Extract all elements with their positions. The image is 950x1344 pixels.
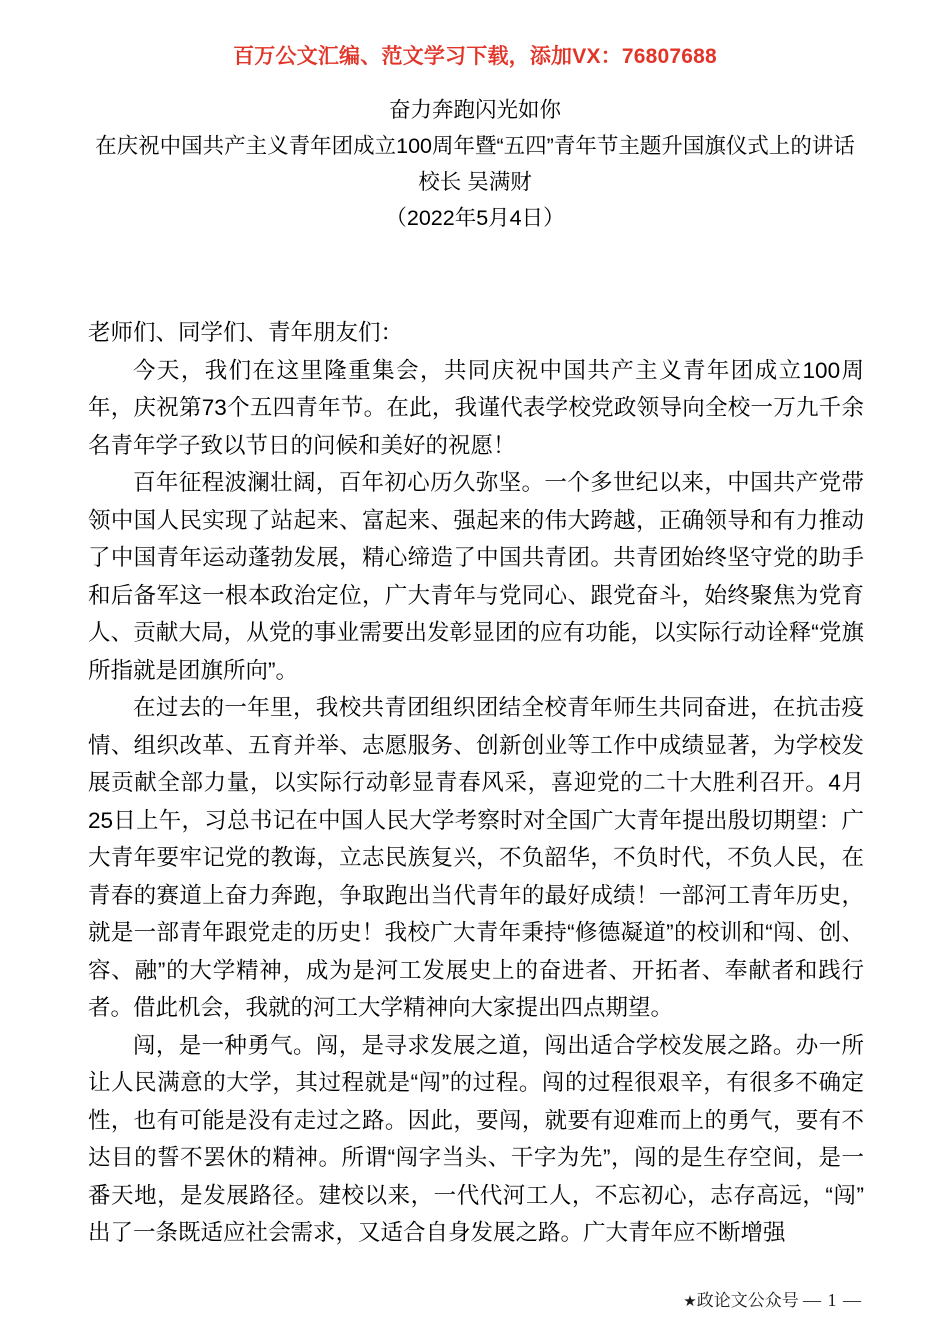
star-icon: ★ [683,1292,697,1310]
document-date: （2022年5月4日） [385,206,565,230]
document-title-subtitle: 在庆祝中国共产主义青年团成立100周年暨“五四”青年节主题升国旗仪式上的讲话 [95,134,855,158]
salutation: 老师们、同学们、青年朋友们： [88,320,404,345]
header-watermark: 百万公文汇编、范文学习下载，添加VX：76807688 [233,45,717,68]
document-author: 校长 吴满财 [418,170,532,194]
footer-content [683,1288,862,1313]
page-number: — 1 — [803,1290,862,1310]
title-block [88,92,862,236]
document-title-main: 奋力奔跑闪光如你 [388,98,561,122]
body-paragraph: 今天，我们在这里隆重集会，共同庆祝中国共产主义青年团成立100周年，庆祝第73个五四青年节。在此，我谨代表学校党政领导向全校一万九千余名青年学子致以节日的问候和美好的祝愿！ [88,357,864,458]
document-body [88,314,864,1252]
body-paragraph: 在过去的一年里，我校共青团组织团结全校青年师生共同奋进，在抗击疫情、组织改革、五育并举、志愿服务、创新创业等工作中成绩显著，为学校发展贡献全部力量，以实际行动彰显青春风采，喜迎党的二十大胜利召开。4月25日上午，习总书记在中国人民大学考察时对全国广大青年提出殷切期望：广大青年要牢记党的教诲，立志民族复兴，不负韶华，不负时代，不负人民，在青春的赛道上奋力奔跑，争取跑出当代青年的最好成绩！一部河工青年历史，就是一部青年跟党走的历史！我校广大青年秉持“修德凝道”的校训和“闯、创、容、融”的大学精神，成为是河工发展史上的奋进者、开拓者、奉献者和践行者。借此机会，我就的河工大学精神向大家提出四点期望。 [88,695,864,1020]
body-paragraph: 闯，是一种勇气。闯，是寻求发展之道，闯出适合学校发展之路。办一所让人民满意的大学，其过程就是“闯”的过程。闯的过程很艰辛，有很多不确定性，也有可能是没有走过之路。因此，要闯，就要有迎难而上的勇气，要有不达目的誓不罢休的精神。所谓“闯字当头、干字为先”，闯的是生存空间，是一番天地，是发展路径。建校以来，一代代河工人，不忘初心，志存高远，“闯”出了一条既适应社会需求，又适合自身发展之路。广大青年应不断增强 [88,1032,864,1245]
body-paragraph: 百年征程波澜壮阔，百年初心历久弥坚。一个多世纪以来，中国共产党带领中国人民实现了站起来、富起来、强起来的伟大跨越，正确领导和有力推动了中国青年运动蓬勃发展，精心缔造了中国共青团。共青团始终坚守党的助手和后备军这一根本政治定位，广大青年与党同心、跟党奋斗，始终聚焦为党育人、贡献大局，从党的事业需要出发彰显团的应有功能，以实际行动诠释“党旗所指就是团旗所向”。 [88,470,864,683]
footer-brand-label: 政论文公众号 [696,1291,799,1310]
